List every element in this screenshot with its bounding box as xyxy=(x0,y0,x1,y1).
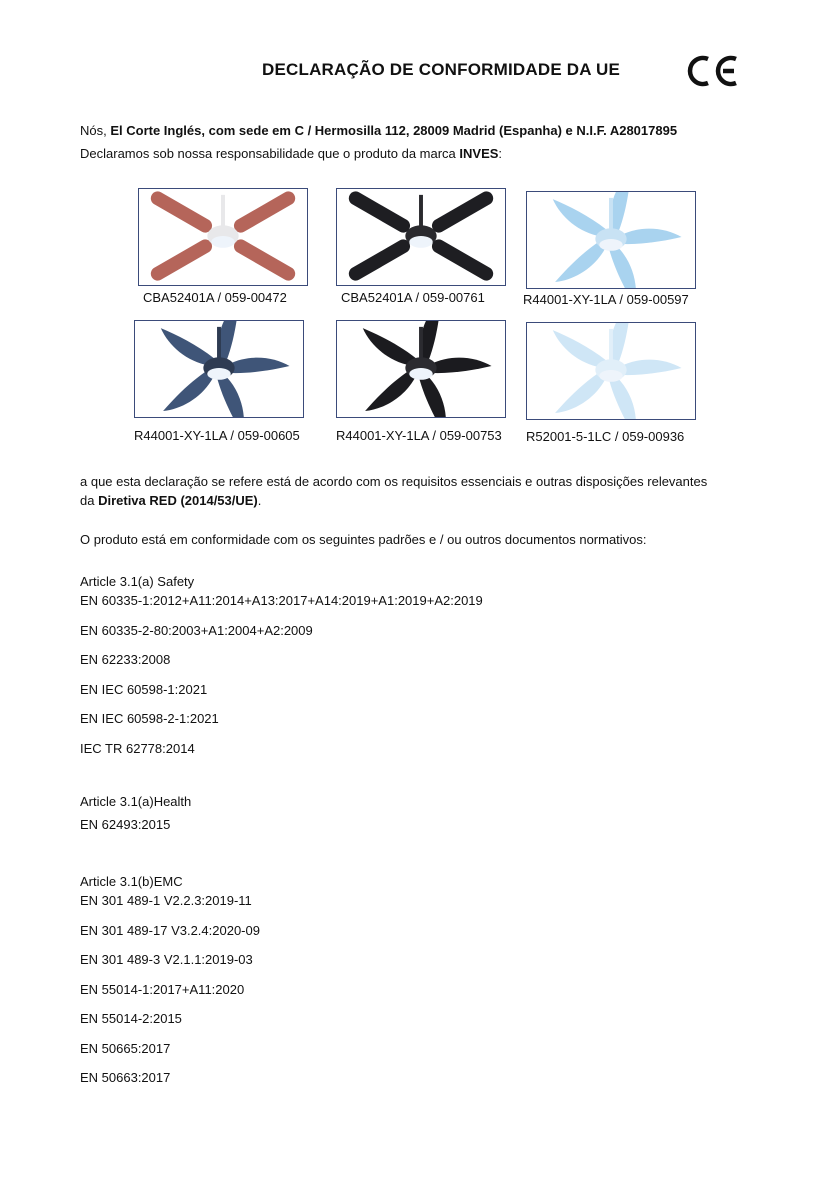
standard-reference: EN 62493:2015 xyxy=(80,817,171,832)
intro-line-1 xyxy=(80,122,677,140)
product-image xyxy=(336,188,506,286)
fan-light-kit xyxy=(207,368,231,380)
standard-reference: EN 55014-1:2017+A11:2020 xyxy=(80,981,245,997)
fan-downrod xyxy=(609,329,613,362)
intro-prefix: Nós, xyxy=(80,123,111,138)
fan-illustration xyxy=(337,189,505,285)
fan-light-kit xyxy=(409,236,433,248)
fan-blade xyxy=(217,374,250,417)
fan-downrod xyxy=(221,195,225,228)
standard-reference: EN 60335-1:2012+A11:2014+A13:2017+A14:2019+A1:2019+A2:2019 xyxy=(80,593,483,608)
brand-name: INVES xyxy=(459,146,499,161)
fan-blade xyxy=(148,189,214,235)
fan-light-kit xyxy=(599,370,623,382)
fan-light-kit xyxy=(409,368,433,380)
fan-downrod xyxy=(609,198,613,231)
section-heading: Article 3.1(a) Safety xyxy=(80,574,195,589)
document-title: DECLARAÇÃO DE CONFORMIDADE DA UE xyxy=(262,60,621,79)
intro-declaration: Declaramos sob nossa responsabilidade que o produto da marca xyxy=(80,146,460,161)
statement-line-2: da Diretiva RED (2014/53/UE). xyxy=(80,493,262,508)
standard-reference: EN 301 489-3 V2.1.1:2019-03 xyxy=(80,952,253,967)
fan-light-kit xyxy=(211,236,235,248)
fan-blade xyxy=(148,237,214,283)
fan-blade xyxy=(621,360,682,375)
fan-blade xyxy=(231,237,297,283)
standard-reference: IEC TR 62778:2014 xyxy=(80,740,195,756)
product-caption: R44001-XY-1LA / 059-00753 xyxy=(336,428,502,443)
fan-illustration xyxy=(139,189,307,285)
product-caption: R44001-XY-1LA / 059-00597 xyxy=(523,292,689,307)
fan-downrod xyxy=(217,327,221,360)
product-caption: CBA52401A / 059-00472 xyxy=(143,290,287,305)
standard-reference: EN 50665:2017 xyxy=(80,1040,171,1056)
fan-blade xyxy=(419,374,452,417)
fan-blade xyxy=(346,237,412,283)
standard-reference: EN 301 489-1 V2.2.3:2019-11 xyxy=(80,893,252,908)
product-caption: R44001-XY-1LA / 059-00605 xyxy=(134,428,300,443)
directive-name: Diretiva RED (2014/53/UE) xyxy=(98,493,258,508)
fan-illustration xyxy=(337,321,505,417)
fan-blade xyxy=(431,358,492,373)
fan-blade xyxy=(609,245,642,288)
fan-blade xyxy=(429,237,495,283)
section-heading: Article 3.1(b)EMC xyxy=(80,874,183,889)
fan-blade xyxy=(229,358,290,373)
fan-blade xyxy=(361,370,419,417)
standard-reference: EN 50663:2017 xyxy=(80,1070,171,1085)
fan-blade xyxy=(429,189,495,235)
company-details: El Corte Inglés, com sede em C / Hermosilla 112, 28009 Madrid (Espanha) e N.I.F. A28017895 xyxy=(110,123,678,138)
statement-line-1: a que esta declaração se refere está de acordo com os requisitos essenciais e outras disposições relevantes xyxy=(80,474,708,489)
fan-illustration xyxy=(527,192,695,288)
fan-blade xyxy=(231,189,297,235)
product-image xyxy=(526,191,696,289)
standard-reference: EN 301 489-17 V3.2.4:2020-09 xyxy=(80,922,260,938)
fan-illustration xyxy=(527,323,695,419)
standard-reference: EN 60335-2-80:2003+A1:2004+A2:2009 xyxy=(80,622,313,638)
product-image xyxy=(526,322,696,420)
fan-downrod xyxy=(419,195,423,228)
product-image xyxy=(134,320,304,418)
fan-downrod xyxy=(419,327,423,360)
intro-line-2: Declaramos sob nossa responsabilidade que o produto da marca INVES: xyxy=(80,146,503,161)
standards-intro: O produto está em conformidade com os seguintes padrões e / ou outros documentos normativos: xyxy=(80,532,647,547)
fan-blade xyxy=(159,370,217,417)
fan-illustration xyxy=(135,321,303,417)
fan-blade xyxy=(609,376,642,419)
product-image xyxy=(138,188,308,286)
fan-light-kit xyxy=(599,239,623,251)
ce-mark-logo xyxy=(686,54,740,88)
standard-reference: EN 62233:2008 xyxy=(80,652,171,667)
standard-reference: EN IEC 60598-2-1:2021 xyxy=(80,711,219,726)
fan-blade xyxy=(551,372,609,419)
product-caption: CBA52401A / 059-00761 xyxy=(341,290,485,305)
fan-blade xyxy=(621,229,682,244)
standard-reference: EN IEC 60598-1:2021 xyxy=(80,681,208,697)
standard-reference: EN 55014-2:2015 xyxy=(80,1011,182,1026)
fan-blade xyxy=(551,241,609,288)
fan-blade xyxy=(346,189,412,235)
product-caption: R52001-5-1LC / 059-00936 xyxy=(526,429,685,444)
product-image xyxy=(336,320,506,418)
section-heading: Article 3.1(a)Health xyxy=(80,794,192,809)
